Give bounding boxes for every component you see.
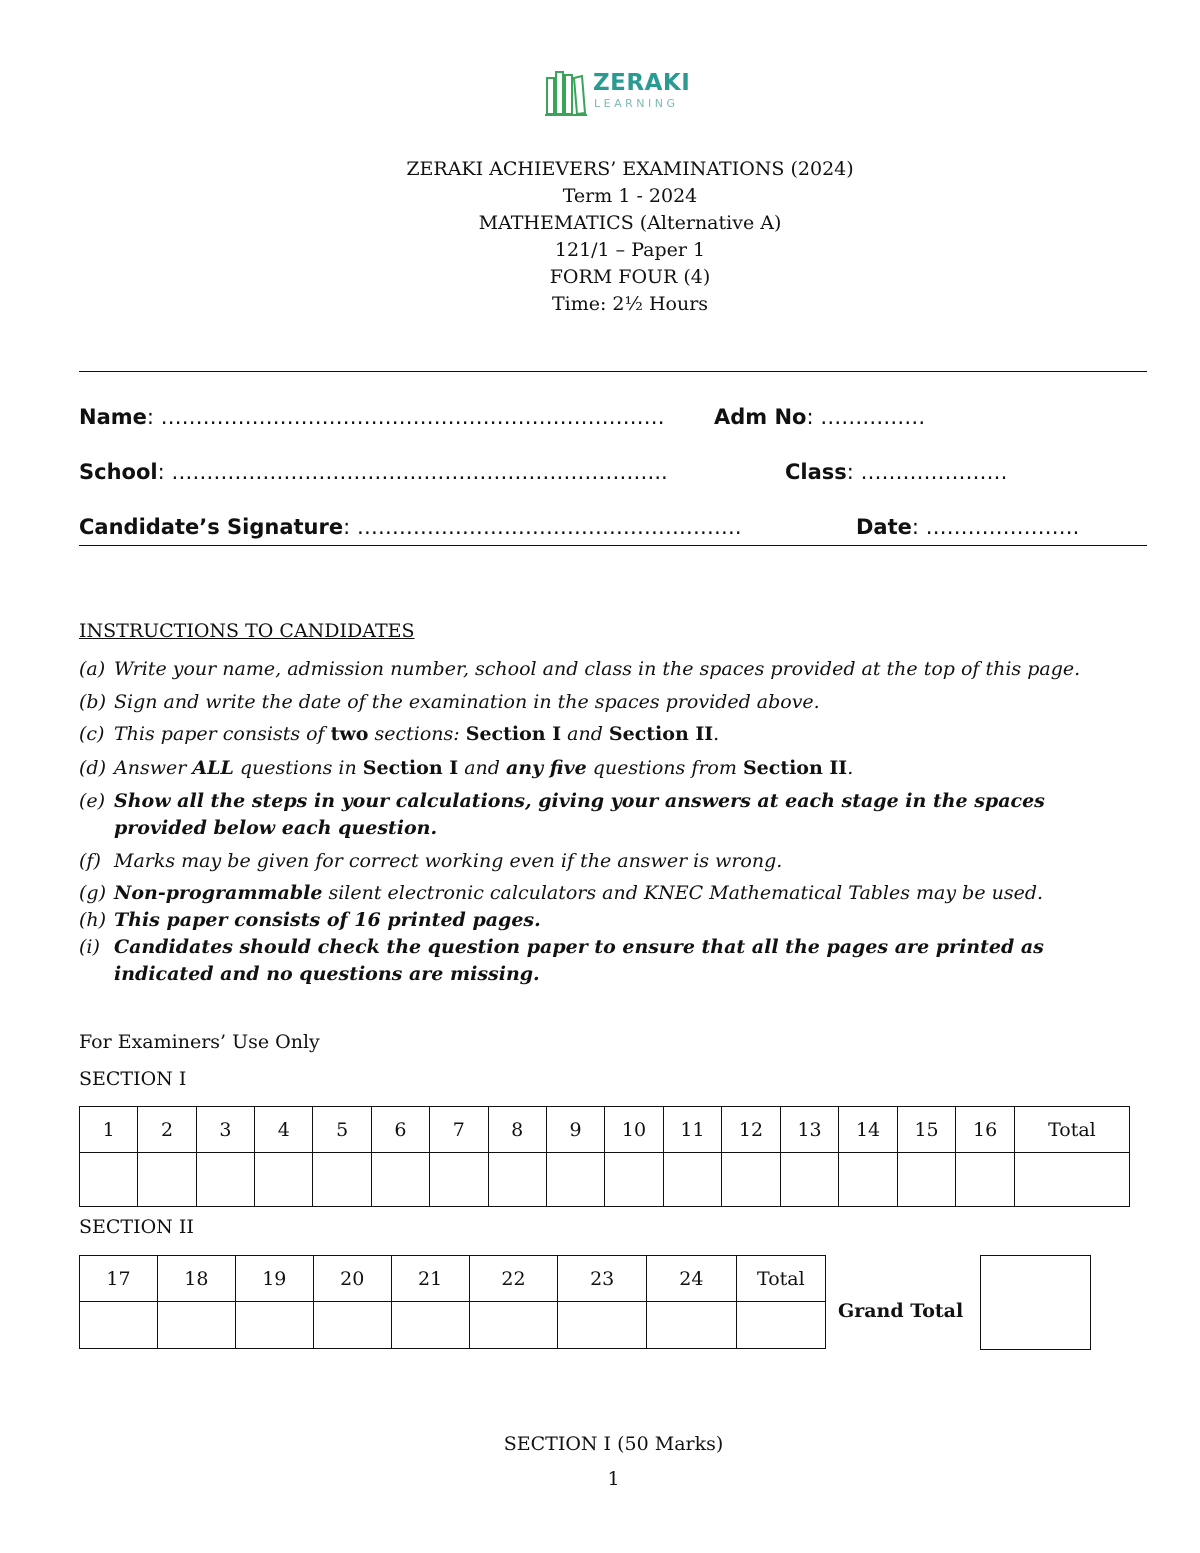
score-cell[interactable]	[371, 1153, 429, 1207]
score-cell[interactable]	[780, 1153, 839, 1207]
score-cell[interactable]	[663, 1153, 722, 1207]
score-header-cell: 7	[430, 1107, 488, 1153]
score-cell[interactable]	[313, 1302, 391, 1349]
date-label: Date	[856, 515, 912, 539]
instruction-text: Candidates should check the question paper to ensure that all the pages are printed as indicated and no questions are missing.	[114, 936, 1044, 985]
score-header-cell: 9	[546, 1107, 604, 1153]
score-header-cell: 13	[780, 1107, 839, 1153]
class-field[interactable]	[785, 460, 1008, 484]
instruction-text: This paper consists of 16 printed pages.	[114, 909, 541, 931]
examiners-title: For Examiners’ Use Only	[79, 1031, 320, 1053]
adm-dots: : ……………	[806, 405, 926, 429]
instruction-a	[79, 656, 1139, 683]
exam-paper: 121/1 – Paper 1	[554, 239, 706, 261]
score-cell[interactable]	[897, 1153, 956, 1207]
grand-total-label: Grand Total	[838, 1300, 964, 1322]
zeraki-logo	[545, 68, 690, 118]
score-cell[interactable]	[469, 1302, 558, 1349]
text-run: sections:	[368, 723, 466, 745]
school-field[interactable]	[79, 460, 668, 484]
instruction-b	[79, 689, 1139, 716]
instruction-h	[79, 907, 1139, 934]
score-header-cell: 1	[80, 1107, 138, 1153]
text-run: silent electronic calculators and KNEC Mathematical Tables may be used.	[322, 882, 1044, 904]
text-run: and	[561, 723, 609, 745]
score-header-cell: 14	[839, 1107, 898, 1153]
section2-score-row	[80, 1302, 826, 1349]
instruction-label: (b)	[79, 691, 106, 713]
score-cell[interactable]	[157, 1302, 235, 1349]
score-cell[interactable]	[313, 1153, 371, 1207]
section2-header-row	[80, 1256, 826, 1302]
score-header-cell: 17	[80, 1256, 158, 1302]
instruction-text: Sign and write the date of the examination in the spaces provided above.	[114, 691, 820, 713]
instruction-text: Show all the steps in your calculations, giving your answers at each stage in the spaces provided below each question.	[114, 790, 1045, 839]
instruction-label: (d)	[79, 757, 106, 779]
score-header-cell: 23	[558, 1256, 647, 1302]
score-header-cell: 8	[488, 1107, 546, 1153]
logo-brand: ZERAKI	[593, 70, 691, 96]
score-header-cell: 15	[897, 1107, 956, 1153]
score-header-cell: 19	[235, 1256, 313, 1302]
text-run: Answer	[114, 757, 193, 779]
score-cell[interactable]	[80, 1153, 138, 1207]
score-cell[interactable]	[956, 1153, 1015, 1207]
section1-label: SECTION I	[79, 1068, 187, 1090]
score-header-cell: 21	[391, 1256, 469, 1302]
score-cell[interactable]	[546, 1153, 604, 1207]
score-header-cell: 3	[196, 1107, 254, 1153]
score-header-cell: Total	[736, 1256, 825, 1302]
section2-label: SECTION II	[79, 1216, 194, 1238]
text-run: questions in	[233, 757, 363, 779]
fields-rule	[79, 545, 1147, 546]
score-cell[interactable]	[80, 1302, 158, 1349]
section2-score-table	[79, 1255, 826, 1349]
section1-score-row	[80, 1153, 1130, 1207]
score-header-cell: 20	[313, 1256, 391, 1302]
instructions-title: INSTRUCTIONS TO CANDIDATES	[79, 620, 415, 642]
bold-run: Section I	[465, 723, 562, 745]
score-cell[interactable]	[736, 1302, 825, 1349]
score-cell[interactable]	[235, 1302, 313, 1349]
text-run: questions from	[586, 757, 743, 779]
text-run: .	[847, 757, 854, 779]
instruction-label: (i)	[79, 936, 100, 958]
instruction-f	[79, 848, 1139, 875]
text-run: .	[713, 723, 720, 745]
exam-title: ZERAKI ACHIEVERS’ EXAMINATIONS (2024)	[406, 158, 854, 180]
text-run: and	[458, 757, 506, 779]
score-cell[interactable]	[605, 1153, 664, 1207]
instruction-c	[79, 721, 1139, 748]
signature-field[interactable]	[79, 515, 742, 539]
score-header-cell: 2	[138, 1107, 196, 1153]
date-dots: : ………………….	[911, 515, 1080, 539]
score-cell[interactable]	[558, 1302, 647, 1349]
score-cell[interactable]	[255, 1153, 313, 1207]
name-field[interactable]	[79, 405, 665, 429]
school-label: School	[79, 460, 158, 484]
score-cell[interactable]	[1014, 1153, 1129, 1207]
text-run: This paper consists of	[114, 723, 331, 745]
name-dots: : ………………………………………………………………	[146, 405, 665, 429]
bold-run: ALL	[192, 757, 234, 779]
exam-header	[0, 156, 1200, 318]
bold-run: Section I	[362, 757, 459, 779]
instruction-label: (c)	[79, 723, 105, 745]
top-rule	[79, 371, 1147, 372]
section1-marks-heading: SECTION I (50 Marks)	[503, 1433, 724, 1455]
instruction-e	[79, 788, 1139, 842]
score-header-cell: 6	[371, 1107, 429, 1153]
score-header-cell: 18	[157, 1256, 235, 1302]
score-cell[interactable]	[839, 1153, 898, 1207]
class-dots: : …………………	[846, 460, 1008, 484]
instruction-label: (g)	[79, 882, 106, 904]
class-label: Class	[785, 460, 847, 484]
grand-total-box[interactable]	[980, 1255, 1091, 1350]
section1-score-table	[79, 1106, 1130, 1207]
score-header-cell: 10	[605, 1107, 664, 1153]
bold-run: any five	[505, 757, 587, 779]
score-cell[interactable]	[430, 1153, 488, 1207]
score-cell[interactable]	[722, 1153, 781, 1207]
signature-dots: : ……………………………………………….	[343, 515, 742, 539]
score-header-cell: 22	[469, 1256, 558, 1302]
exam-term: Term 1 - 2024	[562, 185, 698, 207]
instruction-text: Marks may be given for correct working even if the answer is wrong.	[114, 850, 783, 872]
score-cell[interactable]	[488, 1153, 546, 1207]
instruction-g	[79, 880, 1139, 907]
score-cell[interactable]	[391, 1302, 469, 1349]
score-header-cell: 11	[663, 1107, 722, 1153]
bold-run: two	[330, 723, 369, 745]
books-icon	[545, 70, 587, 116]
instruction-d	[79, 755, 1139, 782]
instruction-label: (a)	[79, 658, 106, 680]
score-cell[interactable]	[647, 1302, 737, 1349]
score-header-cell: Total	[1014, 1107, 1129, 1153]
score-header-cell: 16	[956, 1107, 1015, 1153]
exam-subject: MATHEMATICS (Alternative A)	[478, 212, 782, 234]
instruction-label: (e)	[79, 790, 106, 812]
exam-time: Time: 2½ Hours	[551, 293, 709, 315]
school-dots: : ……………………………………………………………..	[157, 460, 668, 484]
instruction-label: (f)	[79, 850, 101, 872]
bold-run: Section II	[608, 723, 714, 745]
instruction-label: (h)	[79, 909, 107, 931]
logo-sub: LEARNING	[594, 97, 679, 110]
instruction-i	[79, 934, 1139, 988]
name-label: Name	[79, 405, 147, 429]
section1-header-row	[80, 1107, 1130, 1153]
adm-label: Adm No	[714, 405, 807, 429]
signature-label: Candidate’s Signature	[79, 515, 344, 539]
date-field[interactable]	[856, 515, 1079, 539]
score-cell[interactable]	[138, 1153, 196, 1207]
instruction-text: Write your name, admission number, school and class in the spaces provided at the top of this page.	[114, 658, 1081, 680]
score-cell[interactable]	[196, 1153, 254, 1207]
score-header-cell: 24	[647, 1256, 737, 1302]
score-header-cell: 12	[722, 1107, 781, 1153]
adm-no-field[interactable]	[714, 405, 925, 429]
exam-form: FORM FOUR (4)	[549, 266, 711, 288]
bold-run: Section II	[742, 757, 848, 779]
score-header-cell: 5	[313, 1107, 371, 1153]
page-number: 1	[607, 1468, 620, 1490]
score-header-cell: 4	[255, 1107, 313, 1153]
bold-run: Non-programmable	[114, 882, 323, 904]
